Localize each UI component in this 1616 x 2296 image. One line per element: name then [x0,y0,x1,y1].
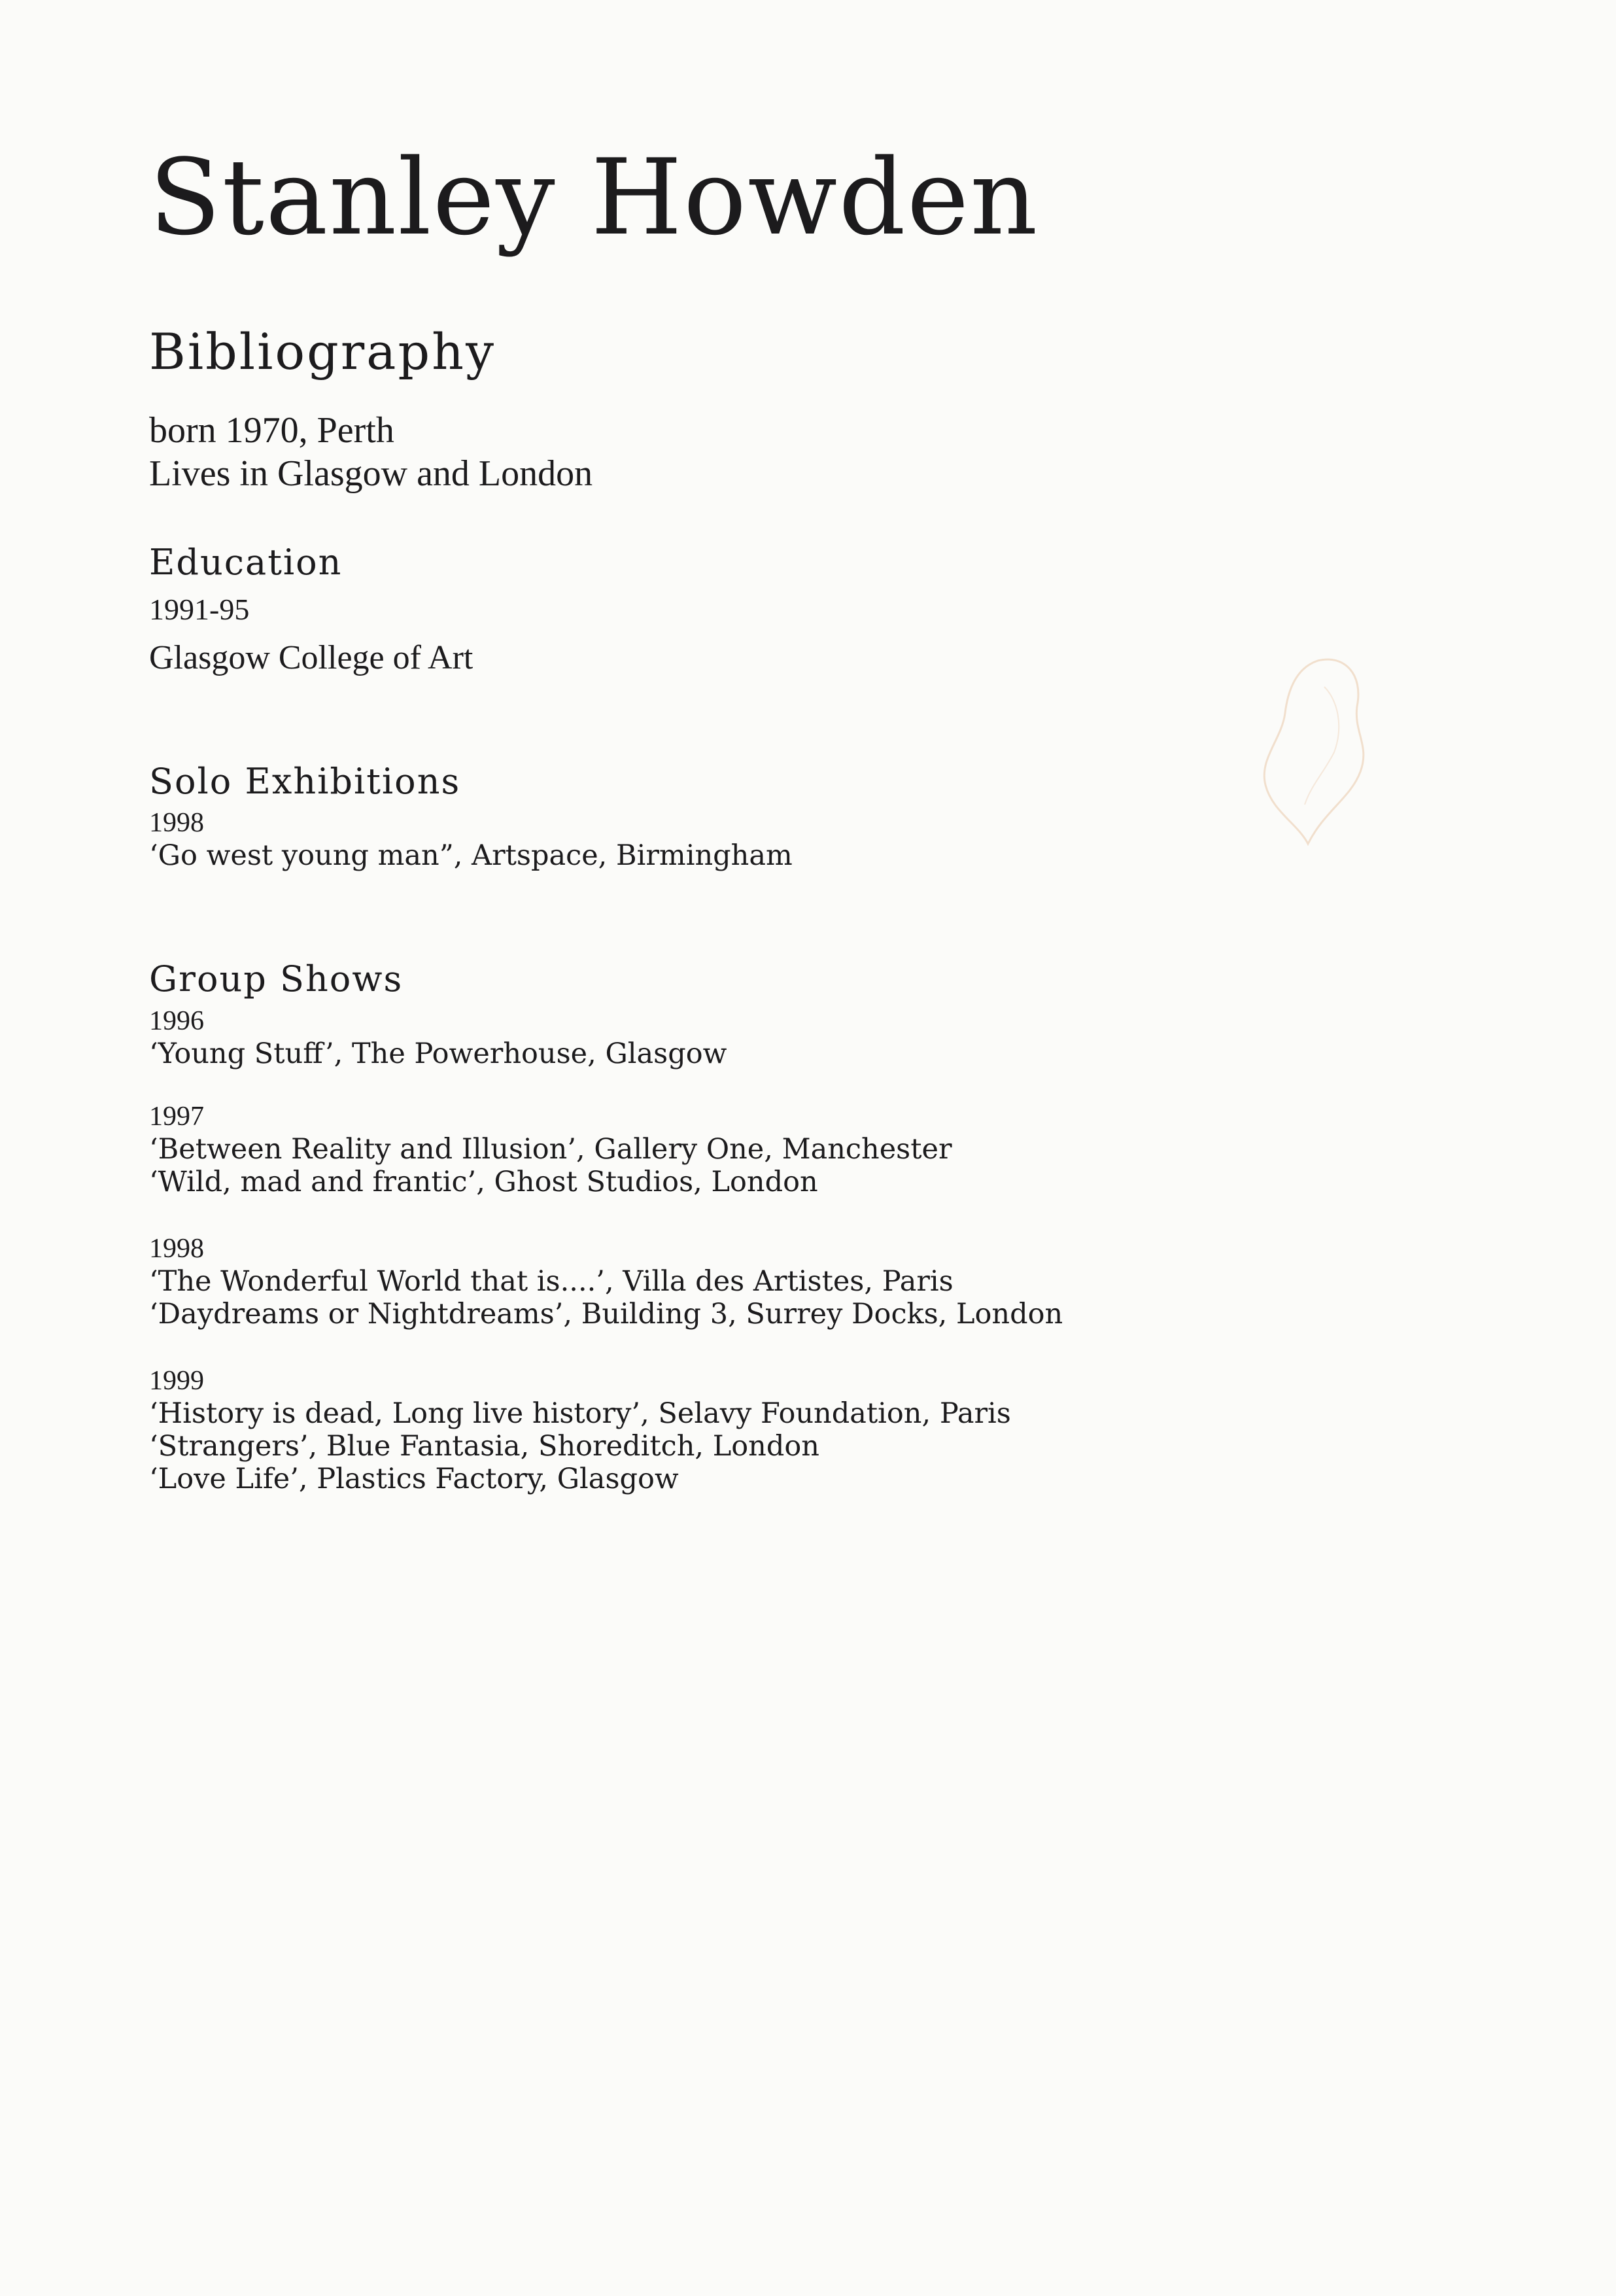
group-entry: ‘Young Stuff’, The Powerhouse, Glasgow [149,1037,727,1070]
group-year-1999 [149,1365,1011,1495]
education-years: 1991-95 [149,593,250,626]
solo-year-group [149,807,793,872]
group-entry: ‘Daydreams or Nightdreams’, Building 3, Surrey Docks, London [149,1298,1063,1331]
birth-info: born 1970, Perth [149,410,394,451]
group-year: 1998 [149,1234,204,1264]
group-year: 1996 [149,1006,204,1036]
group-entry: ‘Love Life’, Plastics Factory, Glasgow [149,1463,679,1495]
group-entry: ‘Strangers’, Blue Fantasia, Shoreditch, London [149,1430,819,1463]
group-year: 1999 [149,1366,204,1396]
paper-stain [1246,648,1377,857]
education-heading: Education [149,542,343,583]
group-year-1996 [149,1005,727,1070]
group-entry: ‘Wild, mad and frantic’, Ghost Studios, London [149,1166,818,1198]
solo-exhibitions-heading: Solo Exhibitions [149,761,461,802]
page-heading: Bibliography [149,322,496,381]
group-year-1997 [149,1100,952,1198]
residence-info: Lives in Glasgow and London [149,453,593,494]
solo-entry: ‘Go west young man”, Artspace, Birmingham [149,839,793,872]
intro-block [149,409,593,495]
group-shows-heading: Group Shows [149,958,404,1000]
group-entry: ‘History is dead, Long live history’, Selavy Foundation, Paris [149,1397,1011,1430]
education-school: Glasgow College of Art [149,639,473,676]
group-entry: ‘The Wonderful World that is....’, Villa des Artistes, Paris [149,1265,954,1298]
group-entry: ‘Between Reality and Illusion’, Gallery One, Manchester [149,1133,952,1166]
group-year: 1997 [149,1102,204,1132]
solo-year: 1998 [149,808,204,838]
group-year-1998 [149,1232,1063,1331]
education-block [149,585,473,682]
artist-name: Stanley Howden [149,136,1039,258]
